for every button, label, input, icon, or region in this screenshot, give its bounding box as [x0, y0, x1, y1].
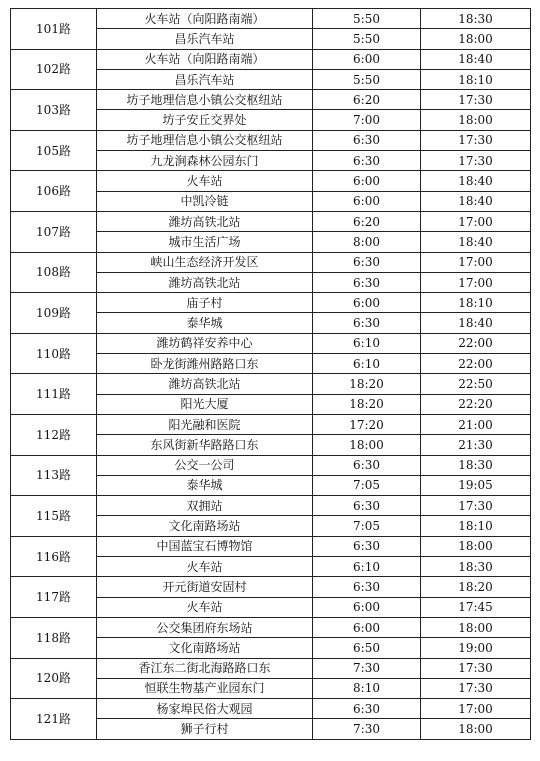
last-bus-time-cell: 17:00 — [421, 699, 531, 719]
last-bus-time-cell: 22:00 — [421, 333, 531, 353]
station-cell: 潍坊鹤祥安养中心 — [97, 333, 313, 353]
route-name-cell: 101路 — [11, 9, 97, 50]
last-bus-time-cell: 17:30 — [421, 90, 531, 110]
first-bus-time-cell: 6:10 — [313, 333, 421, 353]
route-name-cell: 118路 — [11, 617, 97, 658]
station-cell: 九龙涧森林公园东门 — [97, 151, 313, 171]
station-cell: 阳光大厦 — [97, 394, 313, 414]
station-cell: 庙子村 — [97, 293, 313, 313]
first-bus-time-cell: 8:10 — [313, 678, 421, 698]
route-name-cell: 109路 — [11, 293, 97, 334]
station-cell: 潍坊高铁北站 — [97, 272, 313, 292]
table-row — [11, 9, 531, 29]
last-bus-time-cell: 18:40 — [421, 49, 531, 69]
first-bus-time-cell: 18:20 — [313, 374, 421, 394]
last-bus-time-cell: 18:00 — [421, 719, 531, 739]
first-bus-time-cell: 6:30 — [313, 151, 421, 171]
first-bus-time-cell: 6:00 — [313, 191, 421, 211]
route-name-cell: 121路 — [11, 699, 97, 740]
first-bus-time-cell: 6:00 — [313, 171, 421, 191]
last-bus-time-cell: 18:00 — [421, 536, 531, 556]
table-row — [11, 130, 531, 150]
table-row — [11, 536, 531, 556]
last-bus-time-cell: 17:00 — [421, 252, 531, 272]
station-cell: 杨家埠民俗大观园 — [97, 699, 313, 719]
first-bus-time-cell: 6:10 — [313, 557, 421, 577]
route-name-cell: 102路 — [11, 49, 97, 90]
first-bus-time-cell: 6:20 — [313, 211, 421, 231]
first-bus-time-cell: 6:00 — [313, 293, 421, 313]
station-cell: 火车站 — [97, 171, 313, 191]
first-bus-time-cell: 6:30 — [313, 536, 421, 556]
last-bus-time-cell: 22:20 — [421, 394, 531, 414]
first-bus-time-cell: 5:50 — [313, 29, 421, 49]
first-bus-time-cell: 5:50 — [313, 69, 421, 89]
last-bus-time-cell: 17:30 — [421, 496, 531, 516]
table-row — [11, 90, 531, 110]
route-name-cell: 116路 — [11, 536, 97, 577]
table-row — [11, 374, 531, 394]
station-cell: 阳光融和医院 — [97, 414, 313, 434]
first-bus-time-cell: 6:30 — [313, 252, 421, 272]
station-cell: 火车站（向阳路南端） — [97, 9, 313, 29]
last-bus-time-cell: 18:40 — [421, 191, 531, 211]
last-bus-time-cell: 22:00 — [421, 354, 531, 374]
schedule-body — [11, 9, 531, 740]
first-bus-time-cell: 6:30 — [313, 496, 421, 516]
first-bus-time-cell: 18:00 — [313, 435, 421, 455]
station-cell: 东风街新华路路口东 — [97, 435, 313, 455]
first-bus-time-cell: 7:00 — [313, 110, 421, 130]
last-bus-time-cell: 22:50 — [421, 374, 531, 394]
table-row — [11, 252, 531, 272]
station-cell: 香江东二街北海路路口东 — [97, 658, 313, 678]
route-name-cell: 117路 — [11, 577, 97, 618]
table-row — [11, 496, 531, 516]
last-bus-time-cell: 18:10 — [421, 516, 531, 536]
first-bus-time-cell: 5:50 — [313, 9, 421, 29]
table-row — [11, 414, 531, 434]
last-bus-time-cell: 18:20 — [421, 577, 531, 597]
last-bus-time-cell: 17:00 — [421, 272, 531, 292]
last-bus-time-cell: 18:30 — [421, 455, 531, 475]
station-cell: 中国蓝宝石博物馆 — [97, 536, 313, 556]
table-row — [11, 211, 531, 231]
last-bus-time-cell: 17:45 — [421, 597, 531, 617]
table-row — [11, 577, 531, 597]
table-row — [11, 49, 531, 69]
last-bus-time-cell: 21:30 — [421, 435, 531, 455]
station-cell: 狮子行村 — [97, 719, 313, 739]
table-row — [11, 171, 531, 191]
route-name-cell: 110路 — [11, 333, 97, 374]
station-cell: 恒联生物基产业园东门 — [97, 678, 313, 698]
bus-schedule-table — [10, 8, 531, 740]
route-name-cell: 113路 — [11, 455, 97, 496]
first-bus-time-cell: 8:00 — [313, 232, 421, 252]
station-cell: 火车站 — [97, 557, 313, 577]
station-cell: 昌乐汽车站 — [97, 29, 313, 49]
first-bus-time-cell: 6:00 — [313, 49, 421, 69]
route-name-cell: 115路 — [11, 496, 97, 537]
last-bus-time-cell: 18:10 — [421, 293, 531, 313]
station-cell: 潍坊高铁北站 — [97, 374, 313, 394]
station-cell: 开元街道安固村 — [97, 577, 313, 597]
station-cell: 中凯冷链 — [97, 191, 313, 211]
last-bus-time-cell: 17:30 — [421, 678, 531, 698]
station-cell: 昌乐汽车站 — [97, 69, 313, 89]
first-bus-time-cell: 6:00 — [313, 597, 421, 617]
station-cell: 坊子地理信息小镇公交枢纽站 — [97, 90, 313, 110]
last-bus-time-cell: 17:00 — [421, 211, 531, 231]
route-name-cell: 120路 — [11, 658, 97, 699]
first-bus-time-cell: 6:30 — [313, 272, 421, 292]
first-bus-time-cell: 6:50 — [313, 638, 421, 658]
route-name-cell: 103路 — [11, 90, 97, 131]
station-cell: 公交集团府东场站 — [97, 617, 313, 637]
first-bus-time-cell: 6:30 — [313, 577, 421, 597]
first-bus-time-cell: 6:10 — [313, 354, 421, 374]
last-bus-time-cell: 19:00 — [421, 638, 531, 658]
table-row — [11, 293, 531, 313]
last-bus-time-cell: 21:00 — [421, 414, 531, 434]
first-bus-time-cell: 6:20 — [313, 90, 421, 110]
last-bus-time-cell: 18:40 — [421, 232, 531, 252]
first-bus-time-cell: 6:30 — [313, 130, 421, 150]
station-cell: 坊子地理信息小镇公交枢纽站 — [97, 130, 313, 150]
station-cell: 火车站 — [97, 597, 313, 617]
station-cell: 坊子安丘交界处 — [97, 110, 313, 130]
first-bus-time-cell: 7:05 — [313, 475, 421, 495]
first-bus-time-cell: 6:00 — [313, 617, 421, 637]
first-bus-time-cell: 6:30 — [313, 699, 421, 719]
last-bus-time-cell: 18:40 — [421, 171, 531, 191]
station-cell: 泰华城 — [97, 313, 313, 333]
table-row — [11, 455, 531, 475]
last-bus-time-cell: 17:30 — [421, 151, 531, 171]
table-row — [11, 658, 531, 678]
last-bus-time-cell: 19:05 — [421, 475, 531, 495]
route-name-cell: 111路 — [11, 374, 97, 415]
table-row — [11, 699, 531, 719]
table-row — [11, 617, 531, 637]
last-bus-time-cell: 18:00 — [421, 110, 531, 130]
route-name-cell: 106路 — [11, 171, 97, 212]
last-bus-time-cell: 18:30 — [421, 557, 531, 577]
last-bus-time-cell: 18:40 — [421, 313, 531, 333]
first-bus-time-cell: 17:20 — [313, 414, 421, 434]
route-name-cell: 107路 — [11, 211, 97, 252]
station-cell: 公交一公司 — [97, 455, 313, 475]
route-name-cell: 108路 — [11, 252, 97, 293]
table-row — [11, 333, 531, 353]
route-name-cell: 112路 — [11, 414, 97, 455]
first-bus-time-cell: 7:30 — [313, 658, 421, 678]
station-cell: 火车站（向阳路南端） — [97, 49, 313, 69]
station-cell: 泰华城 — [97, 475, 313, 495]
station-cell: 卧龙街潍州路路口东 — [97, 354, 313, 374]
station-cell: 双拥站 — [97, 496, 313, 516]
first-bus-time-cell: 7:05 — [313, 516, 421, 536]
last-bus-time-cell: 18:30 — [421, 9, 531, 29]
first-bus-time-cell: 7:30 — [313, 719, 421, 739]
last-bus-time-cell: 18:00 — [421, 617, 531, 637]
last-bus-time-cell: 18:00 — [421, 29, 531, 49]
last-bus-time-cell: 17:30 — [421, 130, 531, 150]
station-cell: 潍坊高铁北站 — [97, 211, 313, 231]
station-cell: 文化南路场站 — [97, 516, 313, 536]
station-cell: 文化南路场站 — [97, 638, 313, 658]
station-cell: 峡山生态经济开发区 — [97, 252, 313, 272]
first-bus-time-cell: 6:30 — [313, 313, 421, 333]
last-bus-time-cell: 17:30 — [421, 658, 531, 678]
first-bus-time-cell: 18:20 — [313, 394, 421, 414]
route-name-cell: 105路 — [11, 130, 97, 171]
station-cell: 城市生活广场 — [97, 232, 313, 252]
first-bus-time-cell: 6:30 — [313, 455, 421, 475]
last-bus-time-cell: 18:10 — [421, 69, 531, 89]
